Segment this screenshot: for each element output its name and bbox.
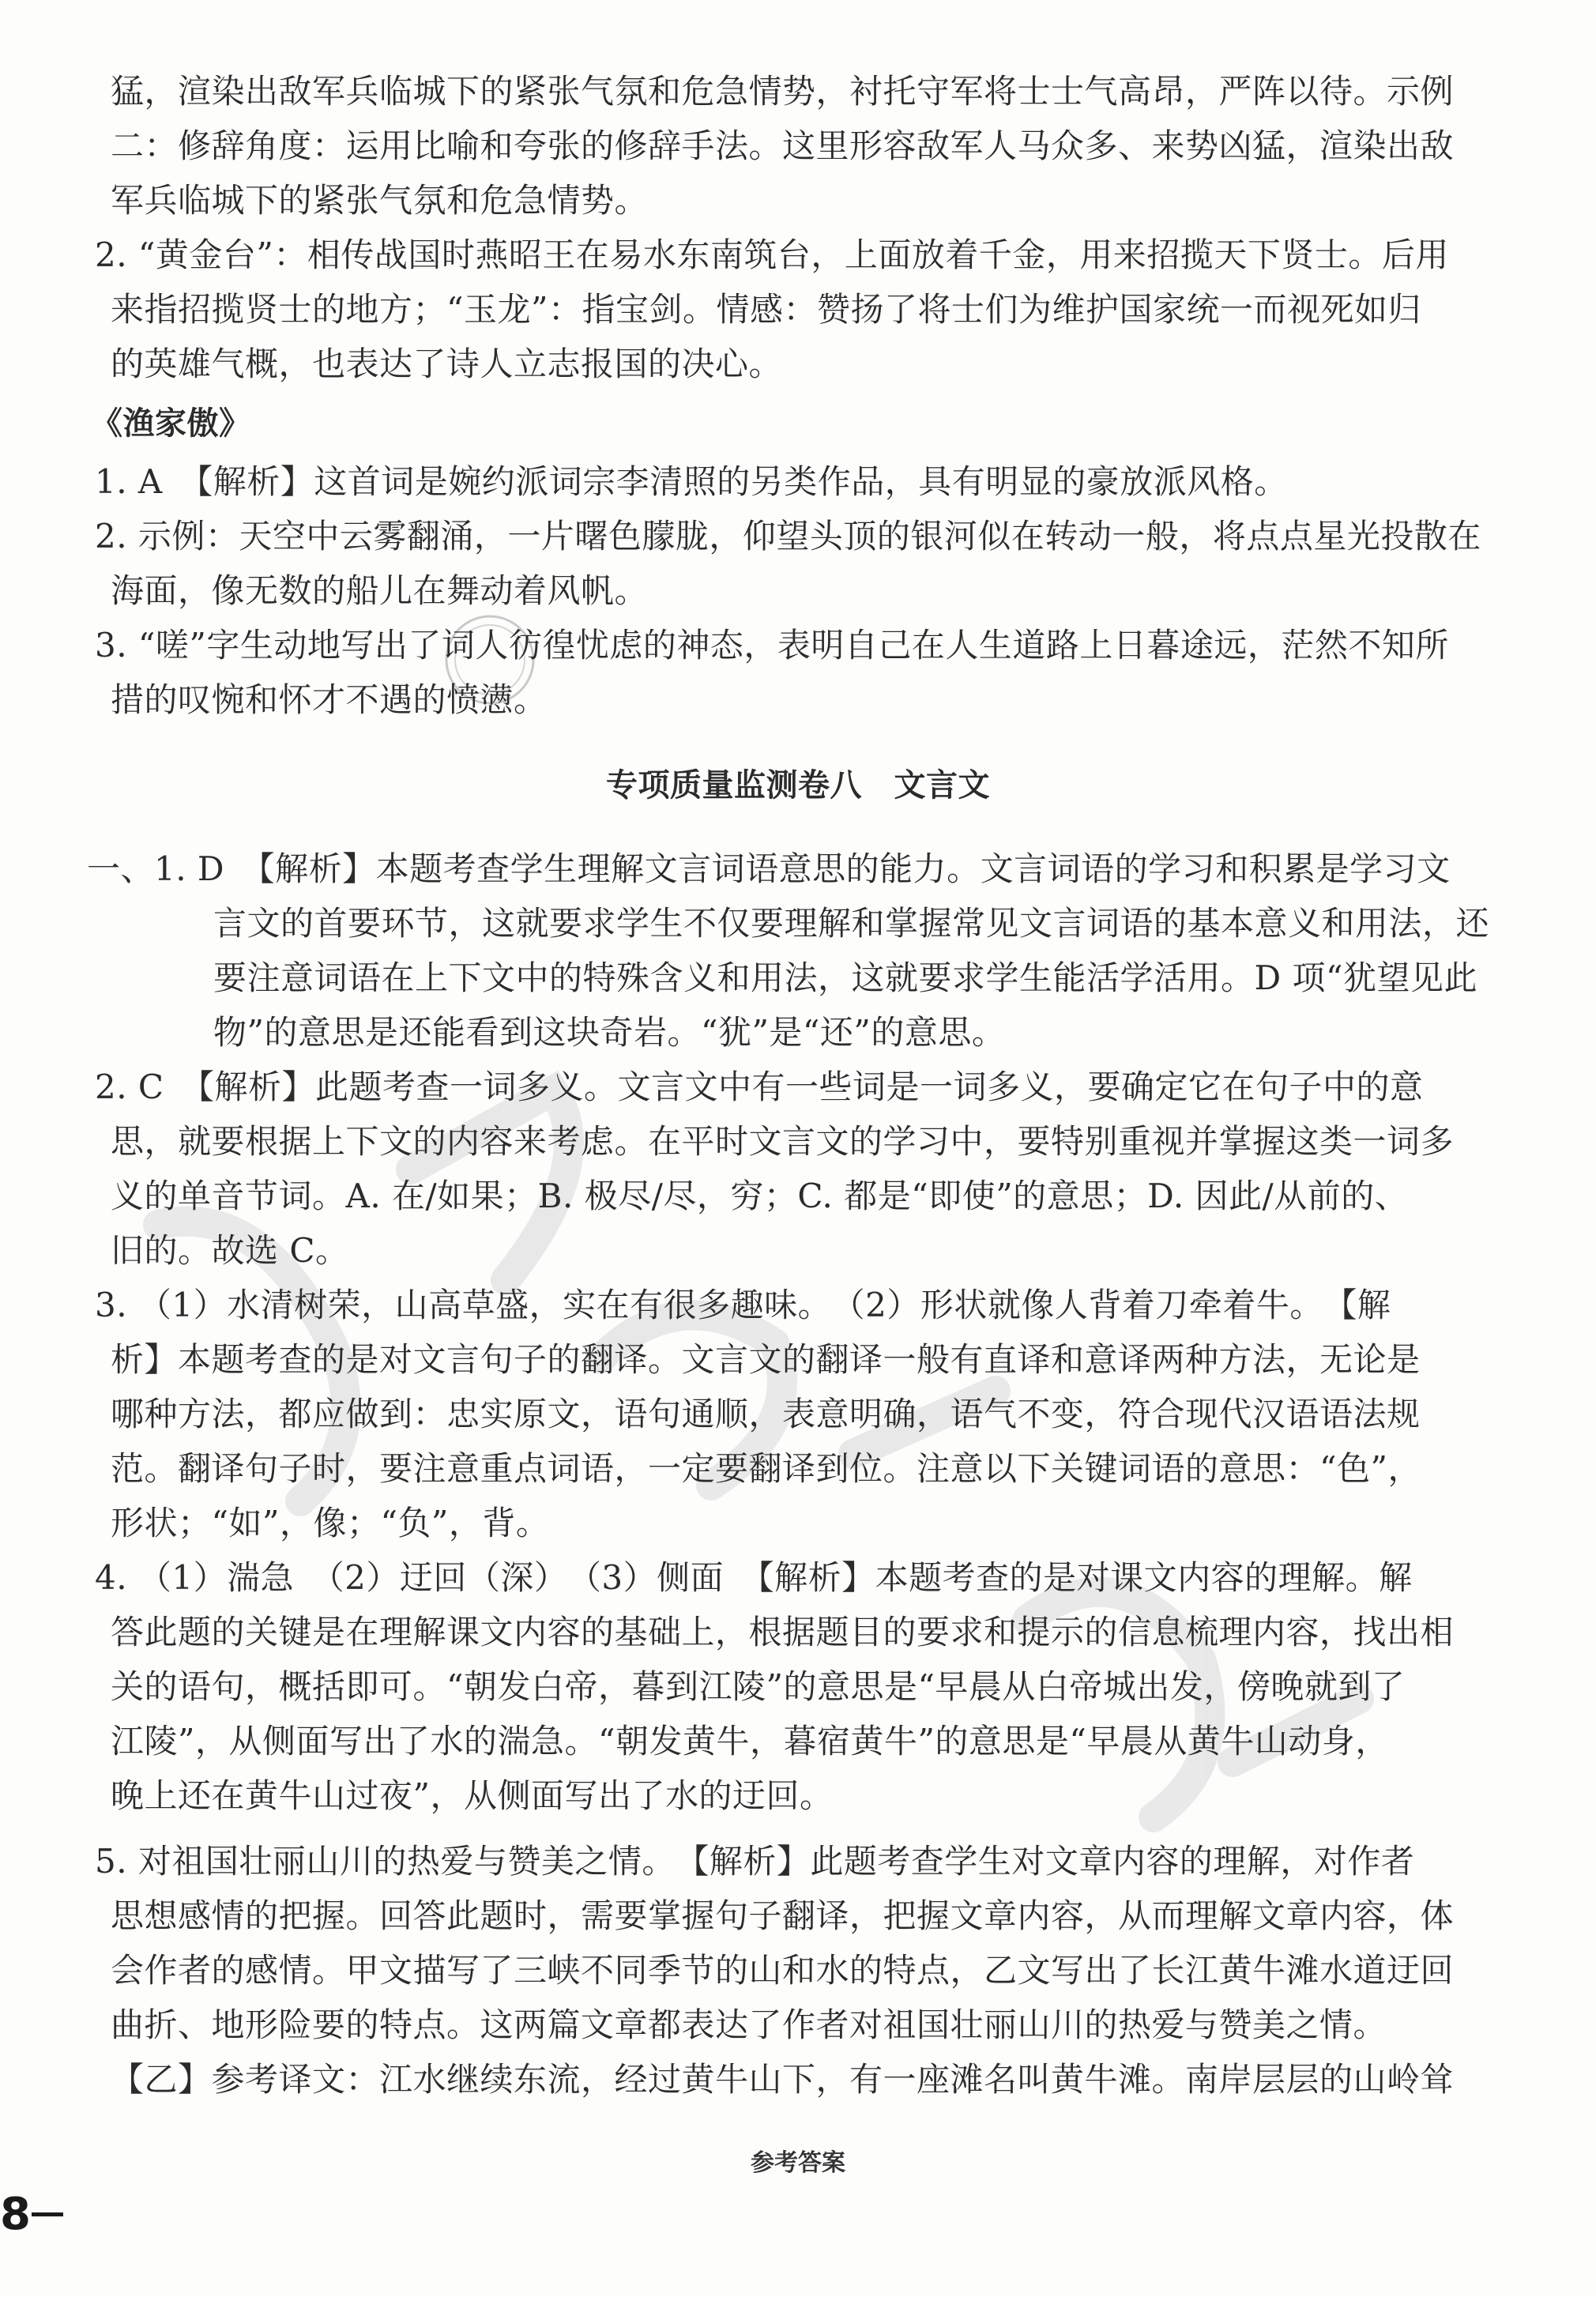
text-line: 物”的意思是还能看到这块奇岩。“犹”是“还”的意思。 <box>213 1013 1006 1052</box>
page-number: 8 <box>0 2189 31 2240</box>
text-line: 3. （1）水清树荣，山高草盛，实在有很多趣味。 （2）形状就像人背着刀牵着牛。 【解 <box>95 1286 1391 1324</box>
text-line: 5. 对祖国壮丽山川的热爱与赞美之情。 【解析】此题考查学生对文章内容的理解，对作者 <box>95 1842 1415 1881</box>
text-line: 思，就要根据上下文的内容来考虑。在平时文言文的学习中，要特别重视并掌握这类一词多 <box>111 1122 1455 1161</box>
page-number-dash <box>32 2212 63 2216</box>
text-line: 军兵临城下的紧张气氛和危急情势。 <box>111 181 649 220</box>
page-footer: 参考答案 <box>751 2149 845 2177</box>
text-line: 江陵”，从侧面写出了水的湍急。“朝发黄牛，暮宿黄牛”的意思是“早晨从黄牛山动身， <box>111 1722 1389 1760</box>
text-line: 义的单音节词。A. 在/如果；B. 极尽/尽，穷；C. 都是“即使”的意思；D. 因此/从前的、 <box>111 1177 1409 1215</box>
text-line: 的英雄气概，也表达了诗人立志报国的决心。 <box>111 345 783 383</box>
text-line: 答此题的关键是在理解课文内容的基础上，根据题目的要求和提示的信息梳理内容，找出相 <box>111 1613 1455 1651</box>
text-line: 析】本题考查的是对文言句子的翻译。文言文的翻译一般有直译和意译两种方法，无论是 <box>111 1340 1421 1379</box>
text-line: 旧的。故选 C。 <box>111 1231 349 1270</box>
text-line: 范。翻译句子时，要注意重点词语，一定要翻译到位。注意以下关键词语的意思：“色”， <box>111 1449 1421 1488</box>
text-line: 措的叹惋和怀才不遇的愤懑。 <box>111 680 548 719</box>
text-line: 曲折、地形险要的特点。这两篇文章都表达了作者对祖国壮丽山川的热爱与赞美之情。 <box>111 2005 1387 2044</box>
text-line: 4. （1）湍急 （2）迂回（深） （3）侧面 【解析】本题考查的是对课文内容的理解。解 <box>95 1558 1413 1597</box>
text-line: 来指招揽贤士的地方；“玉龙”：指宝剑。情感：赞扬了将士们为维护国家统一而视死如归 <box>111 290 1421 329</box>
text-line: 哪种方法，都应做到：忠实原文，语句通顺，表意明确，语气不变，符合现代汉语语法规 <box>111 1395 1421 1433</box>
text-line: 海面，像无数的船儿在舞动着风帆。 <box>111 571 649 610</box>
text-line: 2. 示例：天空中云雾翻涌，一片曙色朦胧，仰望头顶的银河似在转动一般，将点点星光投散在 <box>95 517 1481 555</box>
text-line: 猛，渲染出敌军兵临城下的紧张气氛和危急情势，衬托守军将士士气高昂，严阵以待。示例 <box>111 72 1455 111</box>
text-line: 会作者的感情。甲文描写了三峡不同季节的山和水的特点，乙文写出了长江黄牛滩水道迂回 <box>111 1951 1455 1990</box>
text-line: 要注意词语在上下文中的特殊含义和用法，这就要求学生能活学活用。D 项“犹望见此 <box>213 958 1477 997</box>
text-line: 一、1. D 【解析】本题考查学生理解文言词语意思的能力。文言词语的学习和积累是学习文 <box>87 849 1451 888</box>
text-line: 思想感情的把握。回答此题时，需要掌握句子翻译，把握文章内容，从而理解文章内容，体 <box>111 1896 1455 1935</box>
text-line: 二：修辞角度：运用比喻和夸张的修辞手法。这里形容敌军人马众多、来势凶猛，渲染出敌 <box>111 126 1455 165</box>
section-heading: 专项质量监测卷八 文言文 <box>606 767 990 804</box>
text-line: 晚上还在黄牛山过夜”，从侧面写出了水的迂回。 <box>111 1776 834 1815</box>
text-line: 形状；“如”，像；“负”，背。 <box>111 1504 550 1542</box>
text-line: 【乙】参考译文：江水继续东流，经过黄牛山下，有一座滩名叫黄牛滩。南岸层层的山岭耸 <box>111 2060 1455 2099</box>
text-line: 言文的首要环节，这就要求学生不仅要理解和掌握常见文言词语的基本意义和用法，还 <box>213 904 1490 943</box>
text-line: 2. C 【解析】此题考查一词多义。文言文中有一些词是一词多义，要确定它在句子中的意 <box>95 1068 1424 1106</box>
text-line: 2. “黄金台”：相传战国时燕昭王在易水东南筑台，上面放着千金，用来招揽天下贤士。后用 <box>95 235 1449 274</box>
section-title: 《渔家傲》 <box>91 405 251 442</box>
text-line: 关的语句，概括即可。“朝发白帝，暮到江陵”的意思是“早晨从白帝城出发，傍晚就到了 <box>111 1667 1406 1706</box>
text-line: 3. “嗟”字生动地写出了词人彷徨忧虑的神态，表明自己在人生道路上日暮途远，茫然不知所 <box>95 626 1449 665</box>
text-line: 1. A 【解析】这首词是婉约派词宗李清照的另类作品，具有明显的豪放派风格。 <box>95 462 1288 501</box>
